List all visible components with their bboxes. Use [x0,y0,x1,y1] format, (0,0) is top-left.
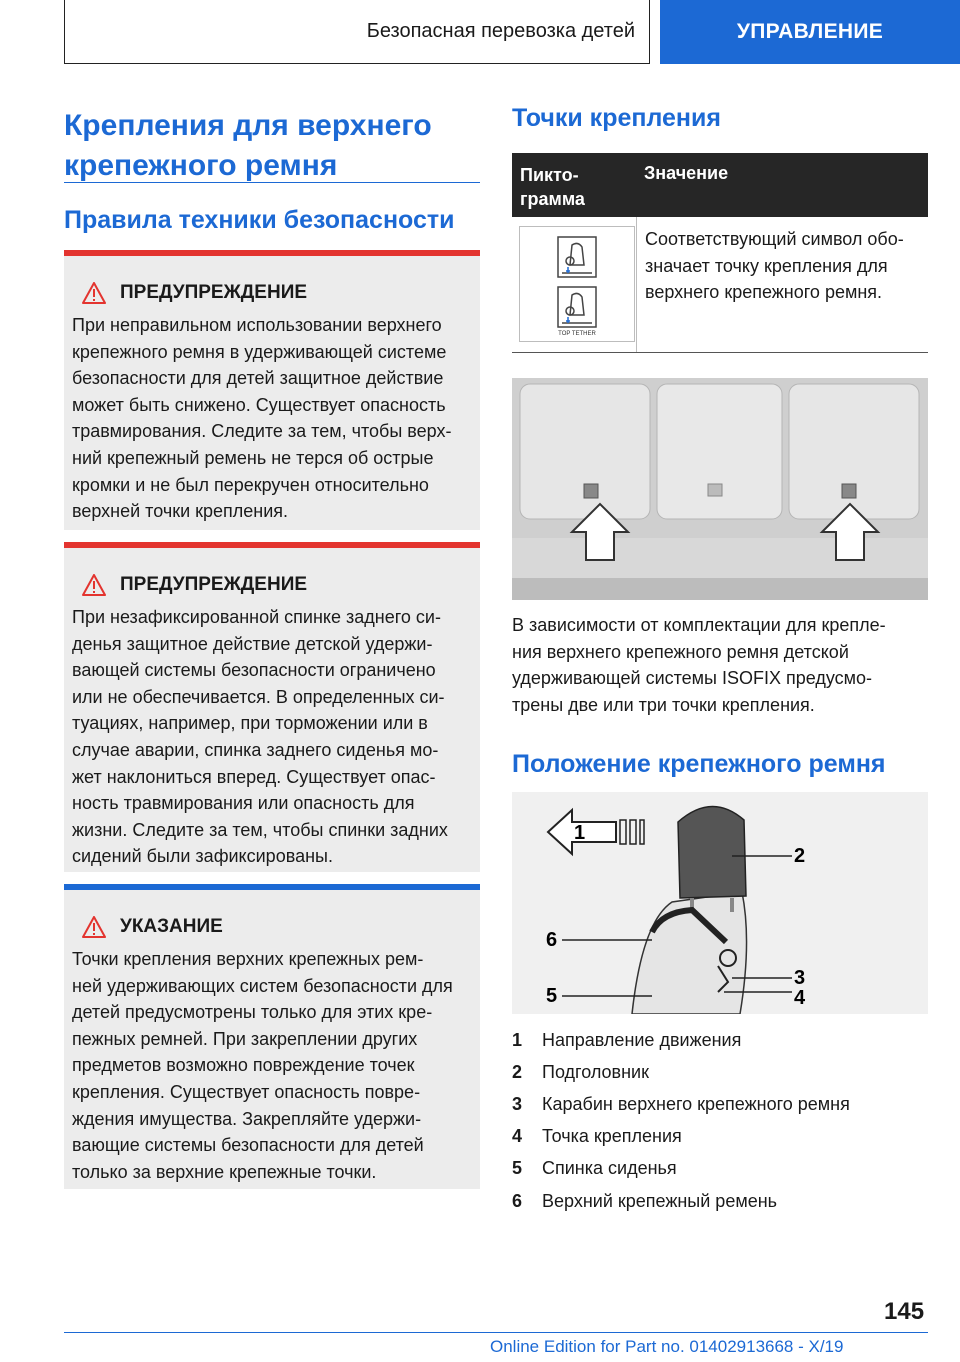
warning-bar [64,542,480,548]
legend-item: 6 Верхний крепежный ремень [512,1190,778,1211]
table-header [512,153,928,217]
label-4: 4 [794,987,806,1009]
section-title: Безопасная перевозка детей [366,20,635,42]
label-1: 1 [574,822,586,844]
warning-text: При незафиксированной спинке заднего си- денья защитное действие детской удержи- вающей системы безопасности ограничено или не обеспечивается. В определенных си- туациях, например, при торможении или в случае аварии, спинка заднего сиденья мо- жет наклониться вперед. Существует опас- ность травмирования или опасность для жизни. Следите за тем, чтобы спинки задних сидений были зафиксированы. [72,607,448,867]
legend-item: 1 Направление движения [512,1029,742,1050]
pict-caption: TOP TETHER [558,331,596,337]
notice-bar [64,884,480,890]
strap-position-title: Положение крепежного ремня [512,750,886,778]
warning-bar [64,250,480,256]
label-5: 5 [546,985,558,1007]
anchor-points-photo [512,378,928,600]
anchor-description: В зависимости от комплектации для крепле- ния верхнего крепежного ремня детской удерживающей системы ISOFIX предусмо- трены две или три точки крепления. [512,615,886,715]
footer-rule [64,1332,928,1333]
warning-text: При неправильном использовании верхнего крепежного ремня в удерживающей системе безопасности для детей защитное действие может быть снижено. Существует опасность травмирования. Следите за тем, чтобы верх- ний крепежный ремень не терся об острые кромки и не был перекручен относительно верхней точки крепления. [72,315,452,522]
legend-item: 5 Спинка сиденья [512,1158,677,1179]
warning-triangle-icon [82,282,106,304]
warning-label: ПРЕДУПРЕЖДЕНИЕ [120,282,308,303]
chapter-title: УПРАВЛЕНИЕ [736,20,884,43]
running-header-section [64,0,650,64]
legend-item: 4 Точка крепления [512,1126,682,1147]
warning-triangle-icon [82,574,106,596]
notice-text: Точки крепления верхних крепежных рем- ней удерживающих систем безопасности для детей предусмотрены только для этих кре- пежных ремней. При закреплении других предметов возможно повреждение точек крепления. Существует опасность повре- ждения имущества. Закрепляйте удержи- вающие системы безопасности для детей только за верхние крепежные точки. [72,949,453,1182]
table-value: Соответствующий символ обо- значает точку крепления для верхнего крепежного ремня. [645,229,904,303]
page-title: Крепления для верхнего крепежного ремня [64,109,432,182]
table-header-meaning: Значение [644,163,729,183]
warning-box-2 [64,542,480,872]
top-tether-pictogram [519,226,635,342]
notice-box [64,884,480,1189]
diagram-legend [512,1024,928,1217]
label-2: 2 [794,845,806,867]
anchor-points-title: Точки крепления [512,104,721,132]
warning-box-1 [64,250,480,530]
table-column-divider [636,217,637,352]
title-divider [64,182,480,183]
table-bottom-rule [512,352,928,353]
label-6: 6 [546,929,558,951]
warning-triangle-icon [82,916,106,938]
chapter-tab [660,0,960,64]
table-header-pictogram: Пикто- грамма [520,165,585,209]
legend-item: 3 Карабин верхнего крепежного ремня [512,1093,850,1114]
headrest-tether-illustration [512,792,928,1014]
edition-footer: Online Edition for Part no. 01402913668 - X/19 [490,1337,844,1356]
legend-item: 2 Подголовник [512,1061,649,1082]
warning-label: ПРЕДУПРЕЖДЕНИЕ [120,574,308,595]
rear-seat-anchors-image [512,378,928,600]
child-seat-anchor-icon [520,227,634,341]
label-3: 3 [794,967,806,989]
notice-label: УКАЗАНИЕ [120,916,223,937]
safety-subtitle: Правила техники безопасности [64,206,455,234]
page-number: 145 [884,1298,925,1325]
strap-position-diagram [512,792,928,1014]
